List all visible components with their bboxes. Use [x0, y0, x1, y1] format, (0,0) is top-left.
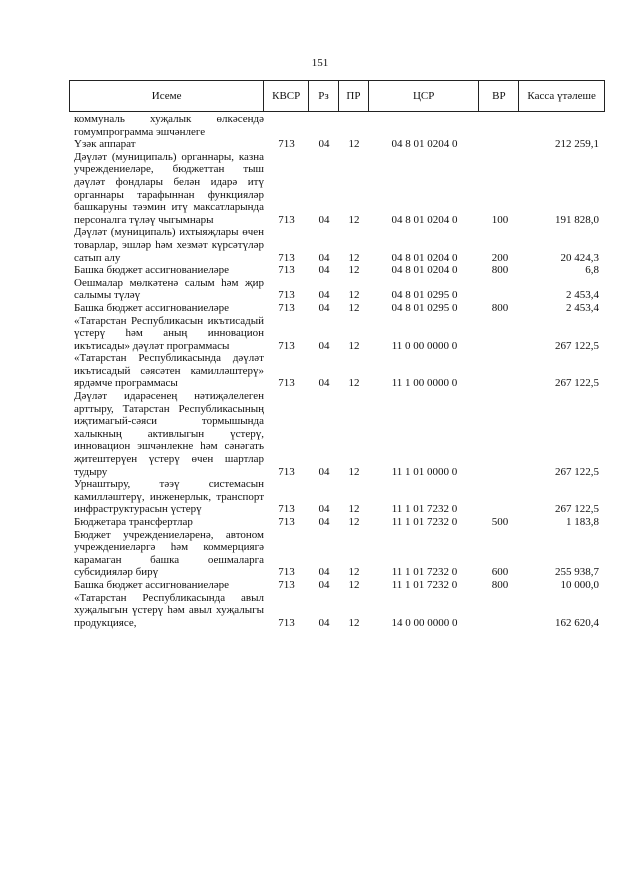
table-row: [69, 592, 605, 630]
cell-kassa: 6,8: [585, 264, 599, 277]
cell-kassa: 162 620,4: [555, 616, 599, 629]
cell-pr: 12: [348, 301, 360, 314]
cell-name: «Татарстан Республикасында авыл хуҗалыгын үстерү һәм авыл хуҗалыгы продукциясе,: [74, 591, 264, 629]
cell-name: Үзәк аппарат: [74, 138, 136, 151]
cell-rz: 04: [318, 339, 330, 352]
cell-pr: 12: [348, 264, 360, 277]
cell-rz: 04: [318, 503, 330, 516]
cell-rz: 04: [318, 566, 330, 579]
cell-pr: 12: [348, 616, 360, 629]
table-row: [69, 277, 605, 302]
cell-kvsr: 713: [278, 377, 295, 390]
cell-rz: 04: [318, 516, 330, 528]
cell-pr: 12: [348, 465, 360, 478]
cell-name: коммуналь хуҗалык өлкәсендә гомумпрограмма эшчәнлеге: [74, 113, 264, 138]
table-row: [69, 113, 605, 138]
header-vr: ВР: [479, 81, 519, 111]
header-name: Исеме: [70, 81, 264, 111]
cell-csr: 11 1 00 0000 0: [391, 377, 458, 390]
cell-kassa: 2 453,4: [566, 289, 599, 302]
cell-csr: 11 1 01 7232 0: [391, 578, 458, 591]
cell-rz: 04: [318, 289, 330, 302]
cell-kassa: 267 122,5: [555, 339, 599, 352]
cell-vr: 500: [491, 516, 509, 528]
cell-csr: 11 0 00 0000 0: [391, 339, 458, 352]
cell-vr: 200: [491, 251, 509, 264]
cell-kvsr: 713: [278, 503, 295, 516]
cell-name: «Татарстан Республикасын икътисадый үстерү һәм аның инновацион икътисады» дәүләт программасы: [74, 314, 264, 352]
cell-name: Дәүләт (муниципаль) органнары, казна учреждениеләре, бюджеттан тыш дәүләт фондлары белән идарә итү органнары тарафыннан функцияләр башкаруны тәэмин итү максатларында персоналга түләү чыгымнары: [74, 150, 264, 226]
header-csr: ЦСР: [369, 81, 480, 111]
table-row: [69, 478, 605, 516]
cell-pr: 12: [348, 516, 360, 528]
cell-pr: 12: [348, 138, 360, 151]
cell-csr: 04 8 01 0204 0: [391, 213, 458, 226]
cell-rz: 04: [318, 465, 330, 478]
cell-name: Башка бюджет ассигнованиеләре: [74, 301, 229, 314]
header-kassa: Касса үтәлеше: [527, 89, 596, 102]
cell-kvsr: 713: [278, 213, 295, 226]
cell-rz: 04: [318, 251, 330, 264]
cell-rz: 04: [318, 213, 330, 226]
cell-name: Урнаштыру, тәэү системасын камилләштерү, инженерлык, транспорт инфраструктурасын үстерү: [74, 478, 264, 516]
cell-csr: 11 1 01 0000 0: [391, 465, 458, 478]
cell-pr: 12: [348, 578, 360, 591]
cell-vr: 100: [491, 213, 509, 226]
cell-kvsr: 713: [278, 289, 295, 302]
cell-name: Оешмалар мөлкәтенә салым һәм җир салымы түләү: [74, 276, 264, 302]
cell-rz: 04: [318, 616, 330, 629]
cell-csr: 11 1 01 7232 0: [391, 516, 458, 528]
cell-pr: 12: [348, 566, 360, 579]
cell-kvsr: 713: [278, 566, 295, 579]
cell-csr: 04 8 01 0204 0: [391, 251, 458, 264]
cell-kvsr: 713: [278, 138, 295, 151]
cell-kvsr: 713: [278, 516, 295, 528]
cell-name: Башка бюджет ассигнованиеләре: [74, 578, 229, 591]
cell-kassa: 10 000,0: [560, 578, 599, 591]
table-row: [69, 529, 605, 579]
cell-kvsr: 713: [278, 616, 295, 629]
cell-vr: 600: [491, 566, 509, 579]
cell-name: Бюджетара трансфертлар: [74, 516, 193, 528]
cell-name: «Татарстан Республикасында дәүләт икътисадый сәясәтен камилләштерү» ярдәмче программасы: [74, 352, 264, 390]
cell-pr: 12: [348, 213, 360, 226]
cell-kvsr: 713: [278, 465, 295, 478]
cell-csr: 14 0 00 0000 0: [391, 616, 458, 629]
cell-kassa: 191 828,0: [555, 213, 599, 226]
cell-rz: 04: [318, 264, 330, 277]
table-row: [69, 315, 605, 353]
table-row: [69, 390, 605, 478]
cell-name: Башка бюджет ассигнованиеләре: [74, 264, 229, 277]
cell-kassa: 212 259,1: [555, 138, 599, 151]
cell-kassa: 20 424,3: [560, 251, 599, 264]
table-row: [69, 226, 605, 264]
cell-csr: 04 8 01 0295 0: [391, 301, 458, 314]
cell-vr: 800: [491, 578, 509, 591]
table-row: [69, 579, 605, 592]
cell-kvsr: 713: [278, 264, 295, 277]
cell-name: Дәүләт идарәсенең нәтиҗәлелеген арттыру, Татарстан Республикасының иҗтимагый-сәяси тормышында халыкның активлыгын үстерү, инновацион эшчәнлекне һәм сәнәгать җитештерүен үстерү өчен шартлар тудыру: [74, 390, 264, 478]
cell-kvsr: 713: [278, 339, 295, 352]
cell-name: Бюджет учреждениеләренә, автоном учреждениеләргә һәм коммерциягә карамаган башка оешмаларга субсидияләр бирү: [74, 528, 264, 579]
cell-pr: 12: [348, 503, 360, 516]
cell-csr: 11 1 01 7232 0: [391, 566, 458, 579]
cell-pr: 12: [348, 339, 360, 352]
cell-rz: 04: [318, 301, 330, 314]
table-row: [69, 352, 605, 390]
cell-rz: 04: [318, 377, 330, 390]
cell-csr: 04 8 01 0295 0: [391, 289, 458, 302]
cell-pr: 12: [348, 377, 360, 390]
page-number: 151: [311, 57, 329, 69]
cell-kassa: 267 122,5: [555, 503, 599, 516]
table-row: [69, 302, 605, 315]
cell-rz: 04: [318, 578, 330, 591]
table-header: [69, 80, 605, 112]
table-row: [69, 151, 605, 227]
header-kvsr: КВСР: [264, 81, 309, 111]
cell-kvsr: 713: [278, 578, 295, 591]
cell-csr: 04 8 01 0204 0: [391, 138, 458, 151]
cell-pr: 12: [348, 289, 360, 302]
header-rz: Рз: [309, 81, 339, 111]
cell-vr: 800: [491, 301, 509, 314]
table-row: [69, 516, 605, 529]
cell-csr: 04 8 01 0204 0: [391, 264, 458, 277]
table-row: [69, 264, 605, 277]
header-pr: ПР: [339, 81, 369, 111]
table-body: [69, 113, 605, 629]
cell-kvsr: 713: [278, 251, 295, 264]
table-row: [69, 138, 605, 151]
cell-kassa: 2 453,4: [566, 301, 599, 314]
cell-kassa: 1 183,8: [566, 516, 599, 528]
cell-rz: 04: [318, 138, 330, 151]
cell-pr: 12: [348, 251, 360, 264]
cell-kassa: 255 938,7: [555, 566, 599, 579]
cell-kassa: 267 122,5: [555, 377, 599, 390]
cell-name: Дәүләт (муниципаль) ихтыяҗлары өчен товарлар, эшләр һәм хезмәт күрсәтүләр сатып алу: [74, 226, 264, 264]
cell-vr: 800: [491, 264, 509, 277]
cell-csr: 11 1 01 7232 0: [391, 503, 458, 516]
cell-kassa: 267 122,5: [555, 465, 599, 478]
cell-kvsr: 713: [278, 301, 295, 314]
